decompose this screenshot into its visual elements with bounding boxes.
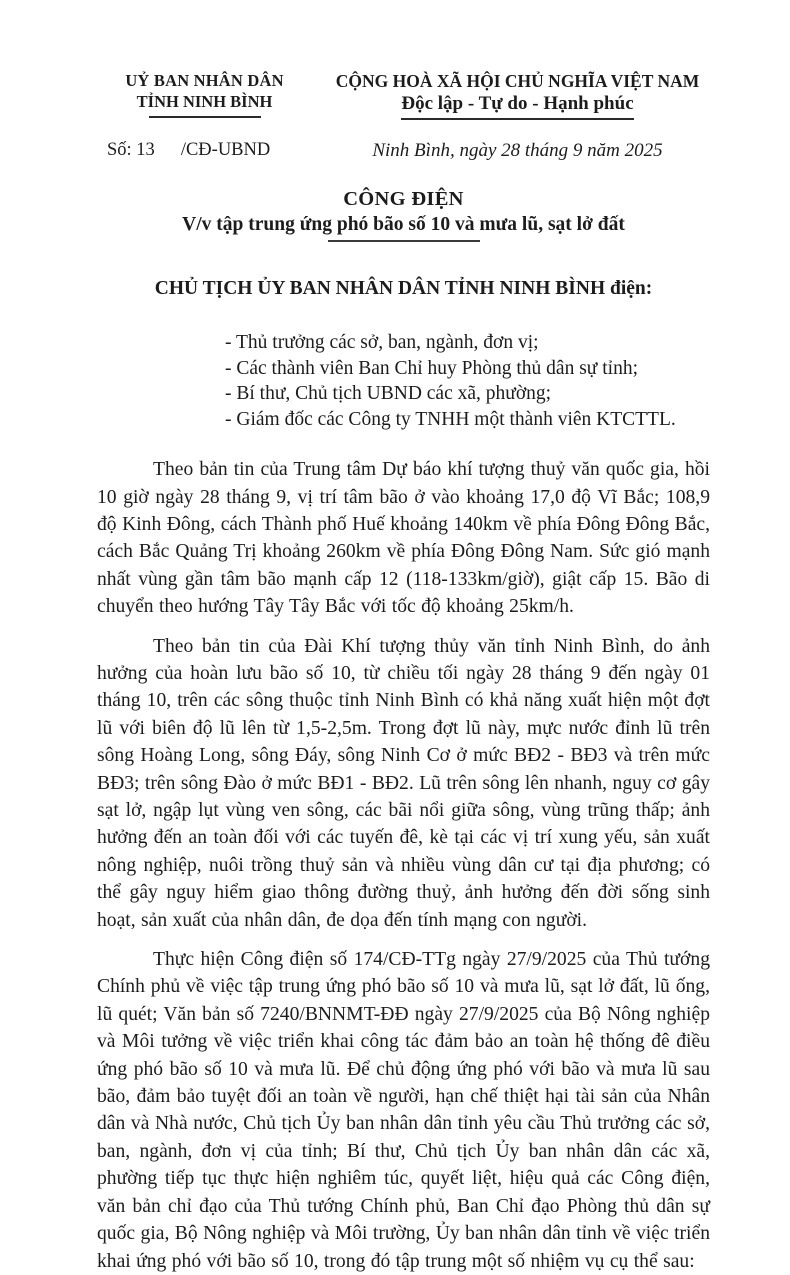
document-number-suffix: /CĐ-UBND xyxy=(180,140,271,161)
recipient-item: - Thủ trưởng các sở, ban, ngành, đơn vị; xyxy=(225,332,539,354)
body-paragraph: Theo bản tin của Đài Khí tượng thủy văn tỉnh Ninh Bình, do ảnh hưởng của hoàn lưu bão số 10, từ chiều tối ngày 28 tháng 9 đến ngày 01 tháng 10, trên các sông thuộc tỉnh Ninh Bình có khả năng xuất hiện một đợt lũ với biên độ lũ lên từ 1,5-2,5m. Trong đợt lũ này, mực nước đỉnh lũ trên sông Hoàng Long, sông Đáy, sông Ninh Cơ ở mức BĐ2 - BĐ3 và trên mức BĐ3; trên sông Đào ở mức BĐ1 - BĐ2. Lũ trên sông lên nhanh, nguy cơ gây sạt lở, ngập lụt vùng ven sông, các bãi nổi giữa sông, vùng trũng thấp; ảnh hưởng đến an toàn đối với các tuyến đê, kè tại các vị trí xung yếu, sản xuất nông nghiệp, nuôi trồng thuỷ sản và nhiều vùng dân cư tại địa phương; có thể gây nguy hiểm giao thông đường thuỷ, ảnh hưởng đến đời sống sinh hoạt, sản xuất của nhân dân, đe dọa đến tính mạng con người. xyxy=(97,635,710,931)
recipient-item: - Các thành viên Ban Chỉ huy Phòng thủ dân sự tỉnh; xyxy=(225,357,638,379)
document-header xyxy=(97,70,710,162)
national-title: CỘNG HOÀ XÃ HỘI CHỦ NGHĨA VIỆT NAM xyxy=(335,71,700,91)
document-body xyxy=(97,456,710,1275)
document-subtitle: V/v tập trung ứng phó bão số 10 và mưa lũ, sạt lở đất xyxy=(182,214,625,236)
body-paragraph: Thực hiện Công điện số 174/CĐ-TTg ngày 27/9/2025 của Thủ tướng Chính phủ về việc tập trung ứng phó bão số 10 và mưa lũ, sạt lở đất, lũ ống, lũ quét; Văn bản số 7240/BNNMT-ĐĐ ngày 27/9/2025 của Bộ Nông nghiệp và Môi tưởng về việc triển khai công tác đảm bảo an toàn hệ thống đê điều ứng phó bão số 10 và mưa lũ. Để chủ động ứng phó với bão và mưa lũ sau bão, đảm bảo tuyệt đối an toàn về người, hạn chế thiệt hại tài sản của Nhân dân và Nhà nước, Chủ tịch Ủy ban nhân dân tỉnh yêu cầu Thủ trưởng các sở, ban, ngành, đơn vị của tỉnh; Bí thư, Chủ tịch Ủy ban nhân dân các xã, phường tiếp tục thực hiện nghiêm túc, quyết liệt, hiệu quả các Công điện, văn bản chỉ đạo của Thủ tướng Chính phủ, Ban Chỉ đạo Phòng thủ dân sự quốc gia, Bộ Nông nghiệp và Môi trường, Ủy ban nhân dân tỉnh về việc triển khai ứng phó với bão số 10, trong đó tập trung một số nhiệm vụ cụ thể sau: xyxy=(97,949,710,1272)
title-block xyxy=(97,188,710,242)
issuing-org-name: UỶ BAN NHÂN DÂN xyxy=(125,71,284,90)
document-title: CÔNG ĐIỆN xyxy=(343,188,464,211)
national-motto: Độc lập - Tự do - Hạnh phúc xyxy=(401,92,633,120)
salutation-line: CHỦ TỊCH ỦY BAN NHÂN DÂN TỈNH NINH BÌNH điện: xyxy=(154,278,653,300)
issuing-org-province: TỈNH NINH BÌNH xyxy=(136,92,273,112)
recipient-item: - Bí thư, Chủ tịch UBND các xã, phường; xyxy=(225,383,552,405)
org-underline-rule xyxy=(149,116,261,118)
recipient-item: - Giám đốc các Công ty TNHH một thành viên KTCTTL. xyxy=(225,408,676,430)
subtitle-underline-rule xyxy=(328,240,480,242)
document-number xyxy=(97,140,312,161)
body-paragraph: Theo bản tin của Trung tâm Dự báo khí tượng thuỷ văn quốc gia, hồi 10 giờ ngày 28 tháng 9, vị trí tâm bão ở vào khoảng 17,0 độ Vĩ Bắc; 108,9 độ Kinh Đông, cách Thành phố Huế khoảng 140km về phía Đông Đông Bắc, cách Bắc Quảng Trị khoảng 260km về phía Đông Đông Nam. Sức gió mạnh nhất vùng gần tâm bão mạnh cấp 12 (118-133km/giờ), giật cấp 15. Bão di chuyển theo hướng Tây Tây Bắc với tốc độ khoảng 25km/h. xyxy=(97,459,710,618)
issuing-org-block xyxy=(97,70,312,161)
recipients-list xyxy=(97,330,710,432)
place-date-line: Ninh Bình, ngày 28 tháng 9 năm 2025 xyxy=(372,140,663,162)
national-motto-block xyxy=(325,70,710,162)
document-number-label: Số: 13 xyxy=(107,140,155,161)
